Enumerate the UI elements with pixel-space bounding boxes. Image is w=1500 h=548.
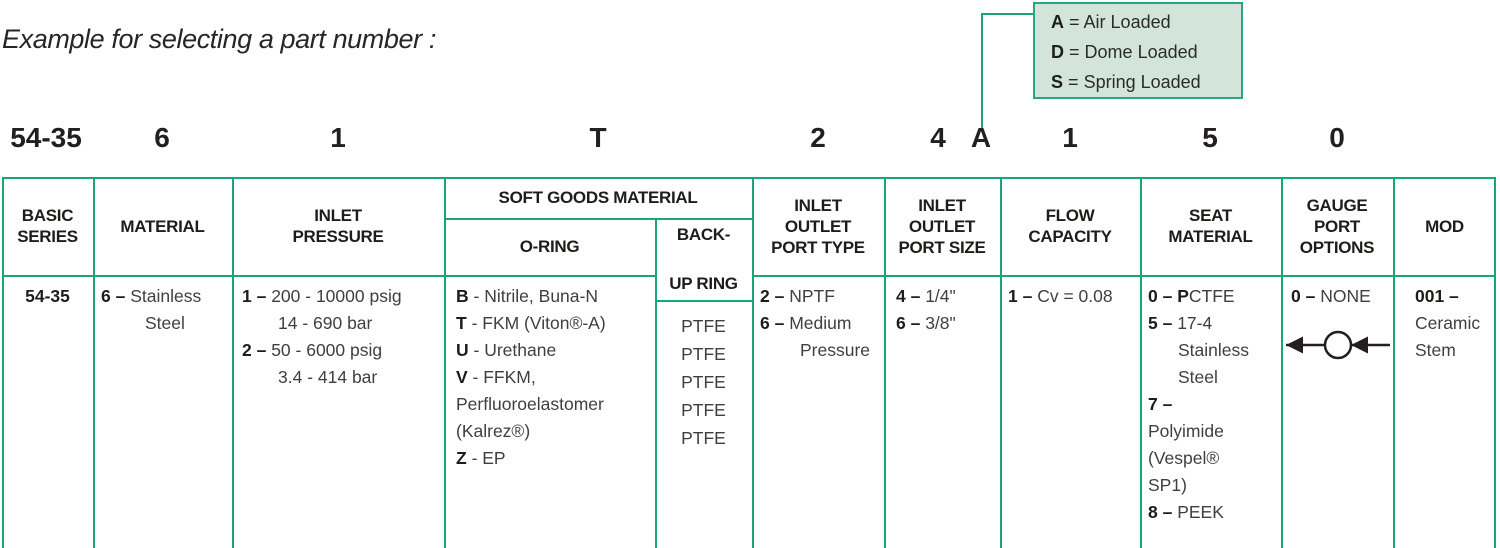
legend-label: Dome Loaded	[1084, 42, 1198, 62]
pn-port-size: 4	[930, 122, 946, 153]
col-header-o-ring: O-RING	[519, 237, 580, 256]
cell-port-size: 4 – 1/4" 6 – 3/8"	[896, 286, 956, 333]
cell-material: 6 – Stainless Steel	[101, 286, 202, 333]
cell-seat-material: 0 – PCTFE 5 – 17-4 Stainless Steel 7 – Polyimide (Vespel® SP1) 8 – PEEK	[1148, 286, 1250, 522]
col-header-mod: MOD	[1425, 216, 1464, 236]
col-header-flow-capacity: FLOW CAPACITY	[1028, 206, 1112, 246]
legend-item-spring	[1051, 67, 1241, 97]
legend-item-air	[1051, 7, 1241, 37]
cell-gauge-port: 0 – NONE	[1291, 286, 1371, 306]
loading-type-legend	[1033, 2, 1243, 99]
gauge-port-icon	[1286, 328, 1390, 362]
pn-basic-series: 54-35	[10, 122, 82, 153]
cell-inlet-pressure: 1 – 200 - 10000 psig 14 - 690 bar 2 – 50 - 6000 psig 3.4 - 414 bar	[242, 286, 402, 387]
pn-soft-goods: T	[589, 122, 607, 153]
col-header-inlet-outlet-port-size: INLET OUTLET PORT SIZE	[898, 195, 986, 257]
col-header-gauge-port-options: GAUGE PORT OPTIONS	[1299, 195, 1375, 257]
legend-code: D	[1051, 42, 1064, 62]
page-title: Example for selecting a part number :	[2, 24, 436, 54]
legend-sep: =	[1068, 72, 1079, 92]
legend-sep: =	[1069, 42, 1080, 62]
col-header-basic-series: BASIC SERIES	[17, 206, 78, 246]
grid-line	[2, 275, 657, 277]
pn-loading-type: A	[970, 122, 992, 153]
pn-port-type: 2	[810, 122, 826, 153]
grid-line	[752, 275, 1496, 277]
cell-flow-capacity: 1 – Cv = 0.08	[1008, 286, 1113, 306]
col-header-inlet-outlet-port-type: INLET OUTLET PORT TYPE	[771, 195, 865, 257]
col-header-soft-goods-material: SOFT GOODS MATERIAL	[498, 188, 698, 207]
pn-flow-capacity: 1	[1062, 122, 1078, 153]
legend-code: S	[1051, 72, 1064, 92]
pn-seat-material: 5	[1202, 122, 1218, 153]
cell-basic-series: 54-35	[25, 286, 70, 306]
pn-material: 6	[154, 122, 170, 153]
legend-code: A	[1051, 12, 1064, 32]
legend-connector-horizontal	[981, 13, 1033, 15]
legend-label: Spring Loaded	[1083, 72, 1201, 92]
col-header-inlet-pressure: INLET PRESSURE	[292, 206, 384, 246]
legend-sep: =	[1069, 12, 1080, 32]
legend-label: Air Loaded	[1083, 12, 1171, 32]
legend-item-dome	[1051, 37, 1241, 67]
cell-o-ring: B - Nitrile, Buna-N T - FKM (Viton®-A) U - Urethane V - FFKM, Perfluoroelastomer (Kalrez®) Z - EP	[456, 286, 606, 468]
col-header-seat-material: SEAT MATERIAL	[1168, 206, 1253, 246]
col-header-material: MATERIAL	[120, 216, 205, 236]
pn-gauge-port: 0	[1329, 122, 1345, 153]
cell-mod: 001 – Ceramic Stem	[1415, 286, 1481, 360]
col-header-back-up-ring: BACK- UP RING	[669, 225, 738, 293]
cell-port-type: 2 – NPTF 6 – Medium Pressure	[760, 286, 871, 360]
grid-line	[655, 300, 754, 302]
cell-back-up-ring: PTFE PTFE PTFE PTFE PTFE	[681, 316, 726, 448]
pn-inlet-pressure: 1	[330, 122, 346, 153]
legend-connector-vertical	[981, 13, 983, 132]
